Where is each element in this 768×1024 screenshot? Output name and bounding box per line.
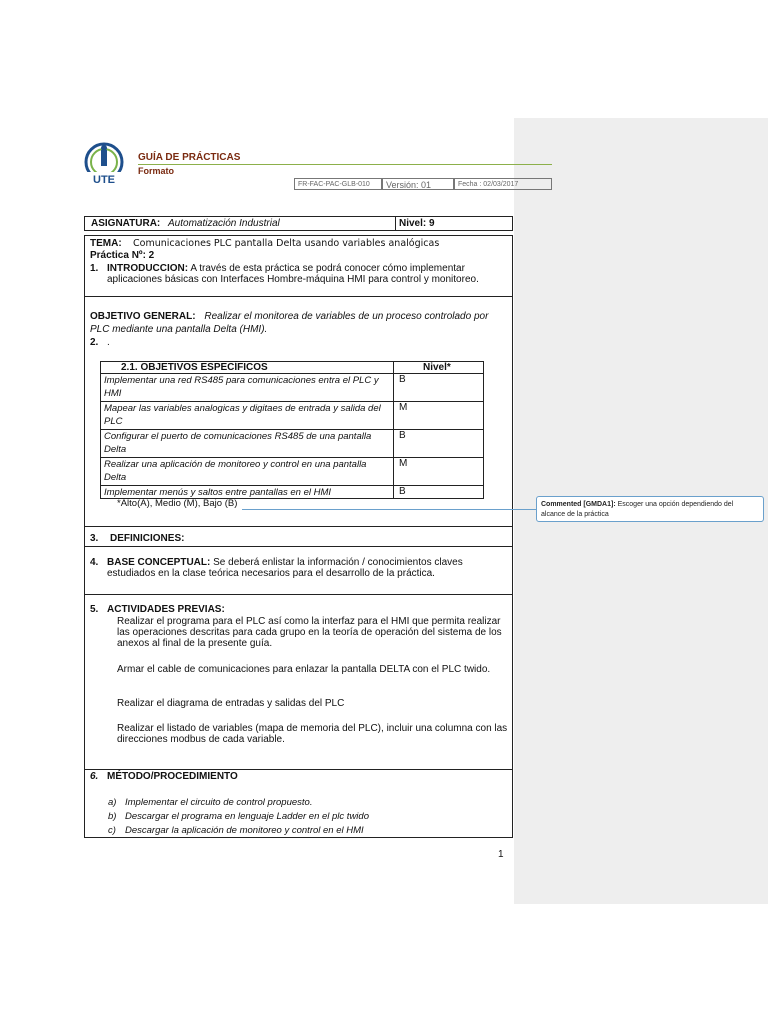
definiciones-number: 3. (90, 533, 99, 544)
asignatura-label: ASIGNATURA: (91, 218, 161, 229)
item-2-text: . (107, 337, 110, 348)
document-date: Fecha : 02/03/2017 (454, 178, 552, 190)
table-row (101, 401, 483, 429)
nivel-header: Nivel* (423, 362, 451, 373)
objetivo-text: Configurar el puerto de comunicaciones RS485 de una pantalla Delta (104, 431, 372, 455)
divider (84, 296, 513, 297)
asignatura-value: Automatización Industrial (168, 218, 280, 229)
ute-logo (78, 142, 130, 190)
intro-label: INTRODUCCION: (107, 263, 189, 274)
table-row (101, 373, 483, 401)
metodo-item-marker: b) (108, 811, 117, 822)
practica-number: Práctica Nº: 2 (90, 250, 155, 261)
objetivo-nivel: B (399, 430, 406, 441)
objetivo-nivel: M (399, 402, 408, 413)
header-rule (138, 164, 552, 165)
objetivo-nivel: B (399, 374, 406, 385)
table-row (101, 429, 483, 457)
objetivos-header: 2.1. OBJETIVOS ESPECÍFICOS (121, 362, 268, 373)
base-conceptual-number: 4. (90, 557, 99, 568)
base-conceptual-section (107, 557, 507, 579)
intro-number: 1. (90, 263, 99, 274)
objetivo-general-label: OBJETIVO GENERAL: (90, 311, 196, 322)
table-row (101, 457, 483, 485)
base-conceptual-label: BASE CONCEPTUAL: (107, 557, 211, 568)
divider (84, 594, 513, 595)
objetivo-general-section (90, 310, 510, 336)
comment-text: Escoger una opción dependiendo del alcance de la práctica (541, 501, 734, 518)
actividades-number: 5. (90, 604, 99, 615)
objetivo-text: Implementar una red RS485 para comunicaciones entra el PLC y HMI (104, 375, 379, 399)
item-2-number: 2. (90, 337, 99, 348)
actividades-paragraph: Armar el cable de comunicaciones para enlazar la pantalla DELTA con el PLC twido. (117, 664, 491, 675)
document-version: Versión: 01 (382, 178, 454, 190)
metodo-label: MÉTODO/PROCEDIMIENTO (107, 771, 238, 782)
nivel-value: Nivel: 9 (399, 218, 435, 229)
intro-text: A través de esta práctica se podrá conocer cómo implementar aplicaciones básicas con Interfaces Hombre-máquina HMI para control y monitoreo. (107, 263, 479, 285)
comment-anchor-line (242, 509, 536, 510)
divider (84, 526, 513, 527)
document-code: FR-FAC-PAC-GLB-010 (294, 178, 382, 190)
divider (84, 546, 513, 547)
actividades-paragraph: Realizar el listado de variables (mapa de memoria del PLC), incluir una columna con las direcciones modbus de cada variable. (117, 723, 508, 745)
metodo-item-marker: c) (108, 825, 116, 836)
logo-text: UTE (93, 174, 115, 186)
metodo-item-text: Implementar el circuito de control propuesto. (125, 797, 313, 808)
objetivo-nivel: M (399, 458, 408, 469)
guide-title: GUÍA DE PRÁCTICAS (138, 152, 241, 163)
definiciones-label: DEFINICIONES: (110, 533, 185, 544)
objetivo-text: Realizar una aplicación de monitoreo y control en una pantalla Delta (104, 459, 367, 483)
guide-subtitle: Formato (138, 166, 174, 176)
actividades-label: ACTIVIDADES PREVIAS: (107, 604, 225, 615)
metodo-number: 6. (90, 771, 99, 782)
metodo-item-text: Descargar la aplicación de monitoreo y control en el HMI (125, 825, 364, 836)
tema-label: TEMA: (90, 238, 122, 249)
tema-value: Comunicaciones PLC pantalla Delta usando variables analógicas (133, 238, 440, 249)
base-conceptual-text: Se deberá enlistar la información / conocimientos claves estudiados en la clase teórica necesarios para el desarrollo de la práctica. (107, 557, 463, 579)
objetivo-general-text: Realizar el monitorea de variables de un proceso controlado por PLC mediante una pantalla Delta (HMI). (90, 311, 489, 335)
comment-balloon[interactable] (536, 496, 764, 522)
nivel-footnote: *Alto(A), Medio (M), Bajo (B) (117, 498, 238, 509)
comment-author: Commented [GMDA1]: (541, 501, 616, 508)
divider (84, 769, 513, 770)
page-number: 1 (498, 849, 504, 860)
objetivo-text: Implementar menús y saltos entre pantallas en el HMI (104, 487, 332, 498)
objetivo-nivel: B (399, 486, 406, 497)
metodo-item-text: Descargar el programa en lenguaje Ladder en el plc twido (125, 811, 369, 822)
introduccion-section (107, 263, 507, 285)
metodo-item-marker: a) (108, 797, 117, 808)
actividades-paragraph: Realizar el programa para el PLC así como la interfaz para el HMI que permita realizar las operaciones descritas para cada grupo en la teoría de operación del sistema de los anexos al final de la presente guía. (117, 616, 502, 649)
objetivo-text: Mapear las variables analogicas y digitaes de entrada y salida del PLC (104, 403, 381, 427)
objetivos-especificos-table (100, 361, 484, 499)
actividades-paragraph: Realizar el diagrama de entradas y salidas del PLC (117, 698, 345, 709)
table-row (101, 485, 483, 498)
